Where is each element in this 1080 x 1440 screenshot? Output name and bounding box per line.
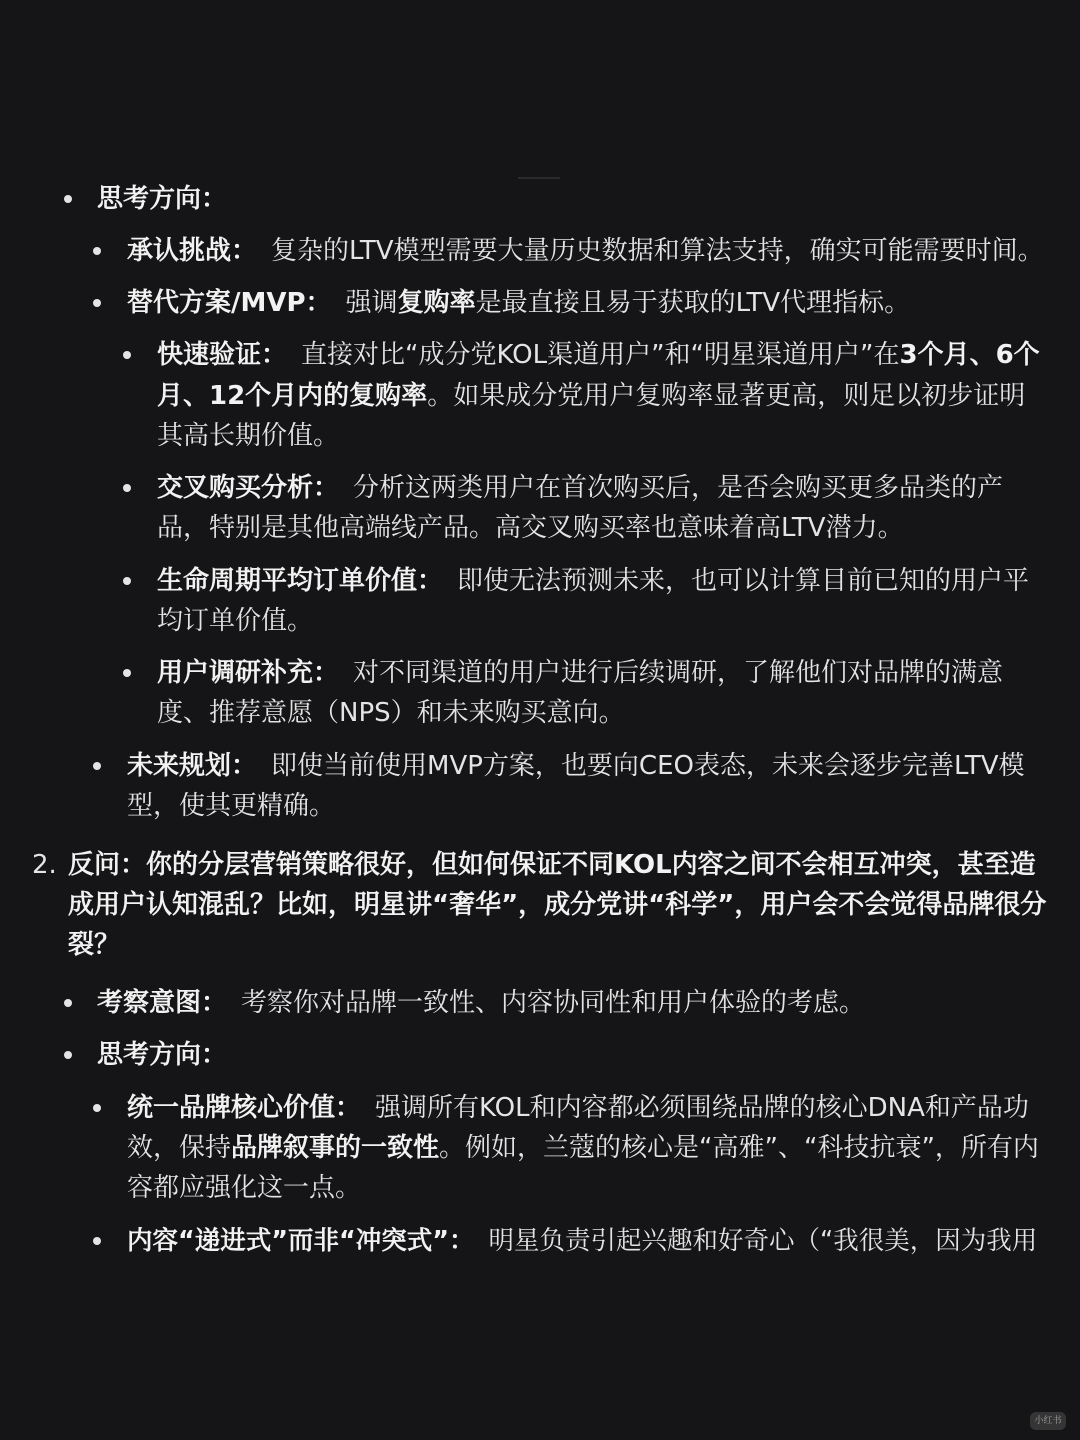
list-item-continuation: 度、推荐意愿（NPS）和未来购买意向。 bbox=[157, 698, 625, 728]
bullet-dot bbox=[93, 299, 101, 307]
list-item bbox=[127, 746, 1025, 786]
list-item bbox=[127, 1088, 1029, 1128]
list-item bbox=[127, 231, 1044, 271]
list-item bbox=[127, 283, 910, 323]
item-label: 用户调研补充： bbox=[157, 658, 340, 688]
item-text: 即使当前使用MVP方案，也要向CEO表态，未来会逐步完善LTV模 bbox=[271, 751, 1025, 781]
bullet-dot bbox=[64, 1051, 72, 1059]
item-text-bold: 品牌叙事的一致性 bbox=[231, 1133, 440, 1163]
bullet-dot bbox=[123, 669, 131, 677]
item-label: 交叉购买分析： bbox=[157, 473, 340, 503]
item-text: 效，保持 bbox=[127, 1133, 232, 1163]
item-label: 内容“递进式”而非“冲突式”： bbox=[127, 1226, 475, 1256]
item-text: 考察你对品牌一致性、内容协同性和用户体验的考虑。 bbox=[241, 988, 866, 1018]
item-text-bold: 月、12个月内的复购率 bbox=[157, 381, 428, 411]
item-label: 生命周期平均订单价值： bbox=[157, 566, 444, 596]
list-item-continuation: 容都应强化这一点。 bbox=[127, 1173, 362, 1203]
bullet-dot bbox=[93, 1104, 101, 1112]
section-heading: 思考方向： bbox=[97, 1040, 228, 1070]
question-title: 成用户认知混乱？比如，明星讲“奢华”，成分党讲“科学”，用户会不会觉得品牌很分 bbox=[68, 890, 1047, 920]
section-heading: 思考方向： bbox=[97, 184, 228, 214]
item-label: 承认挑战： bbox=[127, 236, 258, 266]
question-number: 2. bbox=[32, 850, 57, 880]
list-item-continuation: 型，使其更精确。 bbox=[127, 791, 336, 821]
question-title: 裂？ bbox=[68, 930, 121, 960]
bullet-dot bbox=[123, 484, 131, 492]
list-item bbox=[157, 561, 1029, 601]
item-text-bold: 3个月、6个 bbox=[899, 340, 1040, 370]
bullet-dot bbox=[64, 999, 72, 1007]
item-text-bold: 复购率 bbox=[397, 288, 476, 318]
bullet-dot bbox=[123, 351, 131, 359]
bullet-dot bbox=[64, 195, 72, 203]
item-text: 即使无法预测未来，也可以计算目前已知的用户平 bbox=[457, 566, 1030, 596]
item-text: 。例如，兰蔻的核心是“高雅”、“科技抗衰”，所有内 bbox=[439, 1133, 1039, 1163]
item-label: 统一品牌核心价值： bbox=[127, 1093, 362, 1123]
list-item bbox=[157, 335, 1040, 375]
item-text: 是最直接且易于获取的LTV代理指标。 bbox=[475, 288, 911, 318]
item-label: 考察意图： bbox=[97, 988, 228, 1018]
list-item bbox=[127, 1221, 1037, 1261]
item-text: 。如果成分党用户复购率显著更高，则足以初步证明 bbox=[427, 381, 1026, 411]
watermark-logo: 小红书 bbox=[1030, 1412, 1066, 1430]
list-item-continuation: 其高长期价值。 bbox=[157, 421, 340, 451]
bullet-dot bbox=[93, 247, 101, 255]
list-item-continuation bbox=[157, 376, 1025, 416]
bullet-dot bbox=[93, 1237, 101, 1245]
question-title: 反问：你的分层营销策略很好，但如何保证不同KOL内容之间不会相互冲突，甚至造 bbox=[68, 850, 1036, 880]
bullet-dot bbox=[123, 577, 131, 585]
item-label: 快速验证： bbox=[157, 340, 288, 370]
list-item-continuation: 均订单价值。 bbox=[157, 606, 314, 636]
item-text: 复杂的LTV模型需要大量历史数据和算法支持，确实可能需要时间。 bbox=[271, 236, 1044, 266]
list-item bbox=[157, 653, 1003, 693]
item-text: 强调所有KOL和内容都必须围绕品牌的核心DNA和产品功 bbox=[375, 1093, 1029, 1123]
list-item bbox=[157, 468, 1003, 508]
list-item-continuation bbox=[127, 1128, 1039, 1168]
divider bbox=[518, 177, 560, 179]
item-text: 对不同渠道的用户进行后续调研，了解他们对品牌的满意 bbox=[353, 658, 1004, 688]
list-item-continuation: 品，特别是其他高端线产品。高交叉购买率也意味着高LTV潜力。 bbox=[157, 513, 904, 543]
bullet-dot bbox=[93, 762, 101, 770]
item-label: 未来规划： bbox=[127, 751, 258, 781]
item-text: 直接对比“成分党KOL渠道用户”和“明星渠道用户”在 bbox=[301, 340, 900, 370]
item-label: 替代方案/MVP： bbox=[127, 288, 332, 318]
item-text: 明星负责引起兴趣和好奇心（“我很美，因为我用 bbox=[488, 1226, 1038, 1256]
item-text: 强调 bbox=[345, 288, 398, 318]
list-item bbox=[97, 983, 865, 1023]
item-text: 分析这两类用户在首次购买后，是否会购买更多品类的产 bbox=[353, 473, 1004, 503]
